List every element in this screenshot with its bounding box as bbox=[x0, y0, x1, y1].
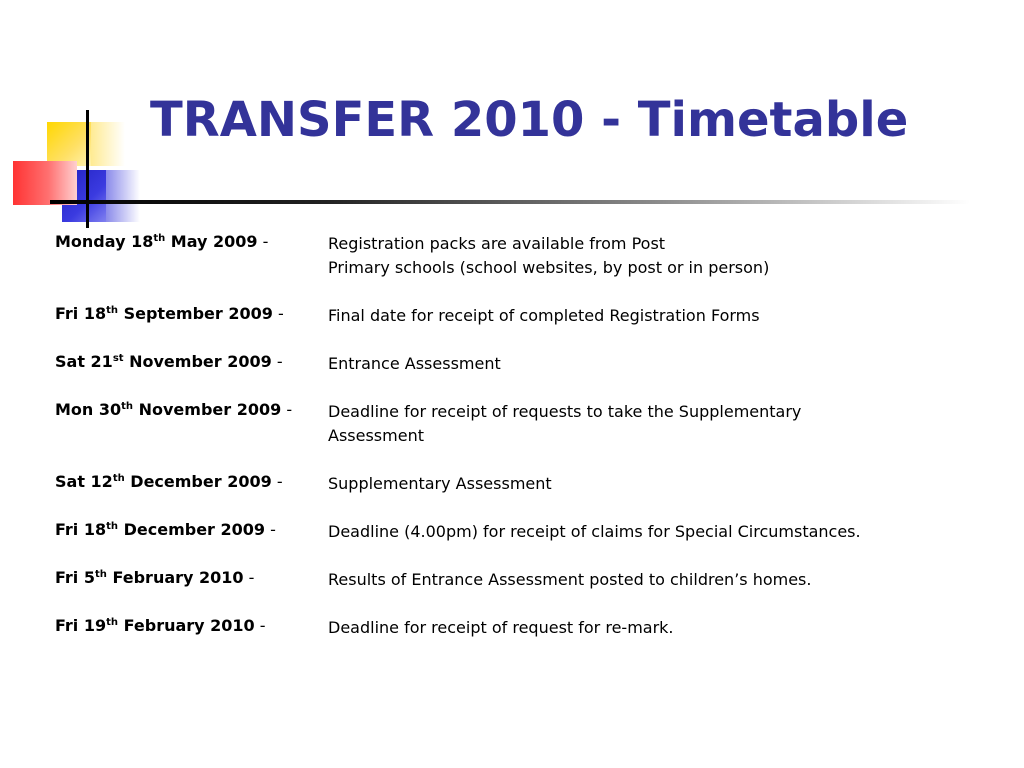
logo-red-square bbox=[13, 161, 77, 205]
description-line: Deadline (4.00pm) for receipt of claims for Special Circumstances. bbox=[328, 522, 861, 541]
row-description bbox=[328, 520, 861, 544]
timetable-row bbox=[55, 520, 995, 544]
logo-yellow-fade bbox=[91, 122, 125, 166]
description-line: Entrance Assessment bbox=[328, 354, 501, 373]
row-date: Fri 5th February 2010 - bbox=[55, 568, 255, 587]
description-line: Primary schools (school websites, by post or in person) bbox=[328, 258, 770, 277]
description-line: Deadline for receipt of requests to take the Supplementary bbox=[328, 402, 802, 421]
row-description bbox=[328, 568, 811, 592]
title-underline-rule bbox=[50, 200, 970, 204]
row-date: Fri 19th February 2010 - bbox=[55, 616, 266, 635]
description-line: Deadline for receipt of request for re-mark. bbox=[328, 618, 674, 637]
timetable-row bbox=[55, 232, 995, 280]
row-description bbox=[328, 304, 760, 328]
row-description bbox=[328, 352, 501, 376]
logo-blue-fade bbox=[106, 170, 140, 222]
decorative-logo bbox=[0, 0, 160, 240]
timetable-row bbox=[55, 352, 995, 376]
description-line: Results of Entrance Assessment posted to children’s homes. bbox=[328, 570, 812, 589]
timetable-list bbox=[55, 232, 995, 664]
row-description bbox=[328, 616, 674, 640]
row-date: Sat 21st November 2009 - bbox=[55, 352, 283, 371]
row-date: Fri 18th September 2009 - bbox=[55, 304, 284, 323]
description-line: Supplementary Assessment bbox=[328, 474, 552, 493]
timetable-row bbox=[55, 616, 995, 640]
description-line: Registration packs are available from Post bbox=[328, 234, 666, 253]
slide-title: TRANSFER 2010 - Timetable bbox=[150, 92, 909, 148]
logo-yellow-square bbox=[47, 122, 91, 166]
row-date: Sat 12th December 2009 - bbox=[55, 472, 283, 491]
row-description bbox=[328, 472, 552, 496]
row-description bbox=[328, 232, 769, 280]
timetable-row bbox=[55, 400, 995, 448]
row-date: Monday 18th May 2009 - bbox=[55, 232, 269, 251]
timetable-row bbox=[55, 568, 995, 592]
description-line: Assessment bbox=[328, 426, 424, 445]
timetable-row bbox=[55, 472, 995, 496]
timetable-row bbox=[55, 304, 995, 328]
row-date: Mon 30th November 2009 - bbox=[55, 400, 293, 419]
logo-vertical-line bbox=[86, 110, 89, 228]
row-description bbox=[328, 400, 801, 448]
description-line: Final date for receipt of completed Registration Forms bbox=[328, 306, 760, 325]
row-date: Fri 18th December 2009 - bbox=[55, 520, 276, 539]
